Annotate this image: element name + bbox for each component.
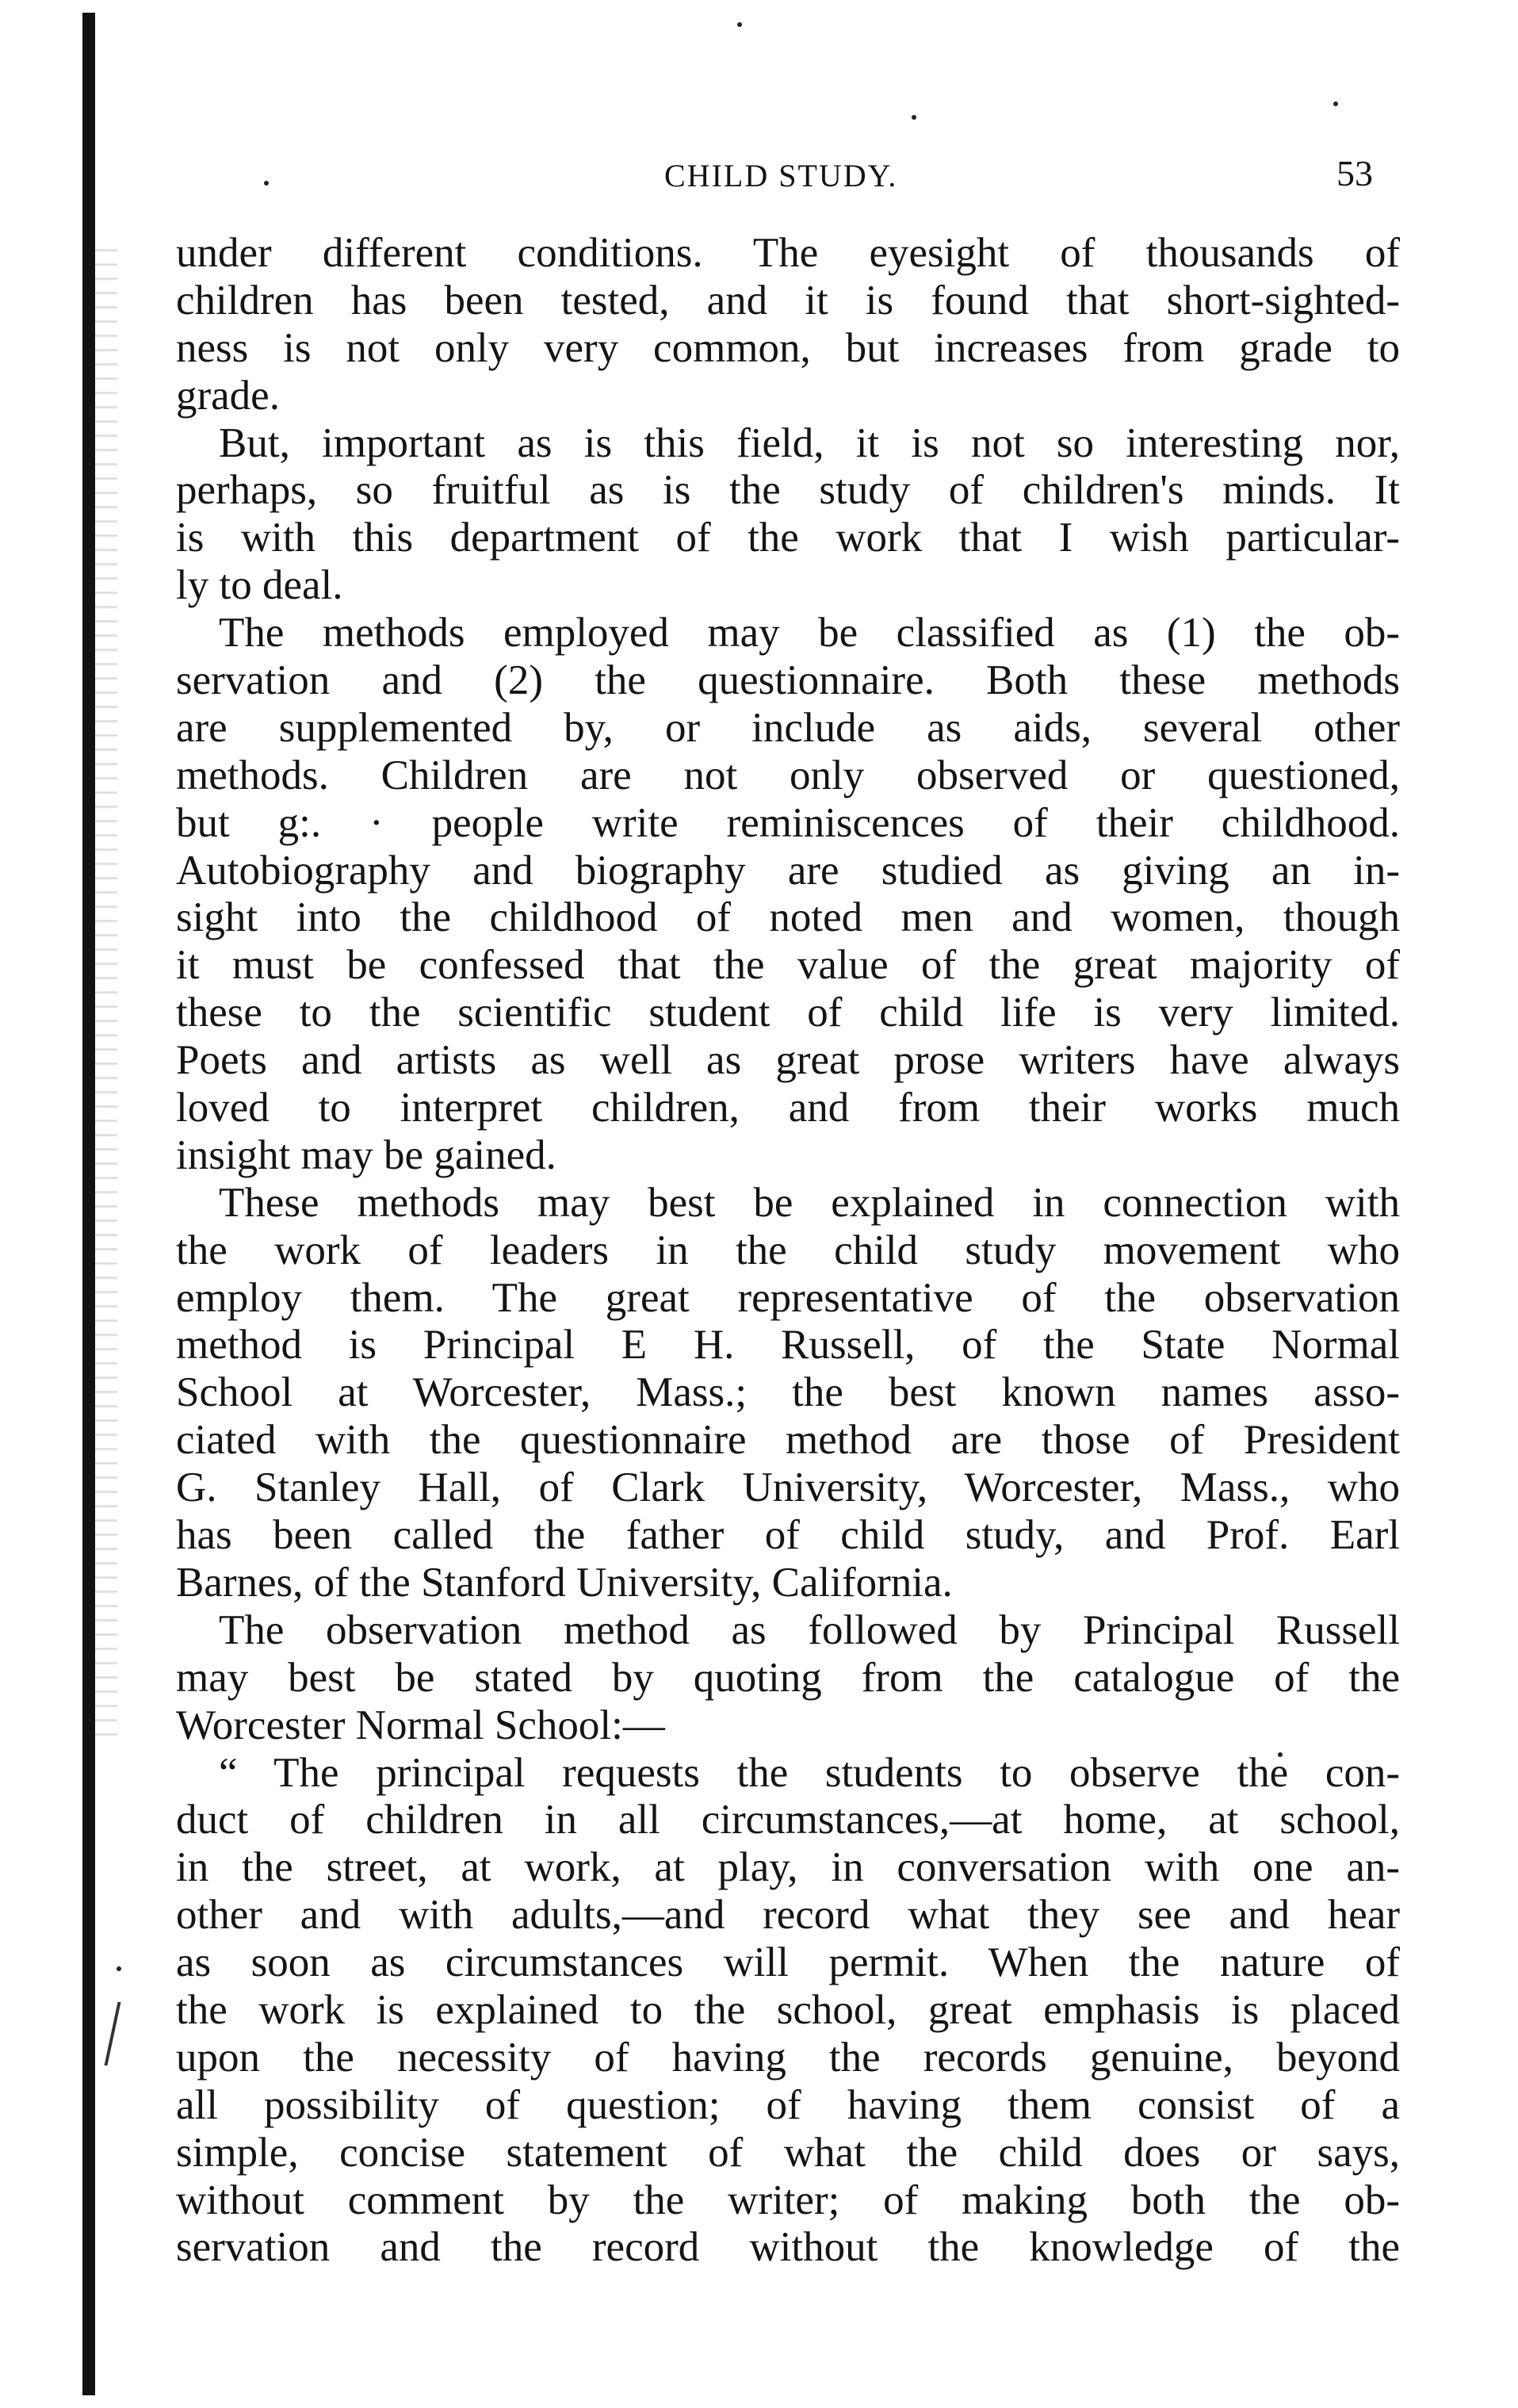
text-line: ciated with the questionnaire method are those of President	[176, 1417, 1400, 1464]
text-line: servation and the record without the knowledge of the	[176, 2224, 1400, 2271]
text-line: The methods employed may be classified as (1) the ob-	[219, 610, 1400, 657]
text-line: it must be confessed that the value of the great majority of	[176, 942, 1400, 989]
text-line: loved to interpret children, and from their works much	[176, 1085, 1400, 1131]
text-line: the work is explained to the school, great emphasis is placed	[176, 1986, 1400, 2033]
text-line: insight may be gained.	[176, 1131, 556, 1178]
text-line: grade.	[176, 372, 280, 419]
body-text	[176, 230, 1400, 2272]
scan-dot	[737, 22, 742, 27]
text-line: simple, concise statement of what the child does or says,	[176, 2129, 1400, 2176]
book-spine-shadow	[82, 13, 95, 2395]
text-line: The observation method as followed by Principal Russell	[219, 1606, 1400, 1653]
text-line: method is Principal E H. Russell, of the State Normal	[176, 1322, 1400, 1369]
text-line: ly to deal.	[176, 562, 343, 609]
running-head	[0, 153, 1518, 205]
text-line: Poets and artists as well as great prose writers have always	[176, 1037, 1400, 1084]
page-number: 53	[1336, 153, 1373, 193]
text-line: as soon as circumstances will permit. When the nature of	[176, 1939, 1400, 1986]
text-line: are supplemented by, or include as aids, several other	[176, 704, 1400, 751]
text-line: methods. Children are not only observed or questioned,	[176, 752, 1400, 798]
text-line: servation and (2) the questionnaire. Both these methods	[176, 657, 1400, 704]
text-line: in the street, at work, at play, in conversation with one an-	[176, 1844, 1400, 1891]
text-line: perhaps, so fruitful as is the study of children's minds. It	[176, 467, 1400, 514]
text-line: without comment by the writer; of making both the ob-	[176, 2176, 1400, 2223]
text-line: may best be stated by quoting from the catalogue of the	[176, 1654, 1400, 1701]
text-line: employ them. The great representative of the observation	[176, 1274, 1400, 1321]
text-line: but g:. · people write reminiscences of their childhood.	[176, 799, 1400, 846]
text-line: upon the necessity of having the records genuine, beyond	[176, 2034, 1400, 2081]
running-title: CHILD STUDY.	[664, 158, 898, 193]
text-line: School at Worcester, Mass.; the best known names asso-	[176, 1369, 1400, 1416]
text-line: other and with adults,—and record what they see and hear	[176, 1892, 1400, 1939]
text-line: under different conditions. The eyesight of thousands of	[176, 230, 1400, 276]
text-line: has been called the father of child study, and Prof. Earl	[176, 1512, 1400, 1559]
scan-dot	[1333, 101, 1338, 106]
scan-speckle	[95, 238, 117, 1744]
text-line: But, important as is this field, it is not so interesting nor,	[219, 419, 1400, 466]
margin-mark	[104, 2002, 120, 2065]
text-line: is with this department of the work that I wish particular-	[176, 515, 1400, 561]
text-line: Autobiography and biography are studied as giving an in-	[176, 847, 1400, 894]
text-line: the work of leaders in the child study movement who	[176, 1227, 1400, 1273]
text-line: G. Stanley Hall, of Clark University, Worcester, Mass., who	[176, 1464, 1400, 1511]
text-line: sight into the childhood of noted men and women, though	[176, 894, 1400, 941]
text-line: ness is not only very common, but increases from grade to	[176, 324, 1400, 371]
text-line: “ The principal requests the students to observe the con-	[219, 1749, 1400, 1796]
text-line: Barnes, of the Stanford University, California.	[176, 1559, 953, 1606]
scan-dot	[912, 115, 916, 120]
text-line: children has been tested, and it is found that short-sighted-	[176, 277, 1400, 323]
text-line: all possibility of question; of having them consist of a	[176, 2081, 1400, 2128]
scan-dot	[117, 1966, 121, 1971]
text-line: duct of children in all circumstances,—at home, at school,	[176, 1797, 1400, 1843]
text-line: These methods may best be explained in connection with	[219, 1179, 1400, 1226]
text-line: Worcester Normal School:—	[176, 1702, 665, 1748]
text-line: these to the scientific student of child life is very limited.	[176, 990, 1400, 1036]
